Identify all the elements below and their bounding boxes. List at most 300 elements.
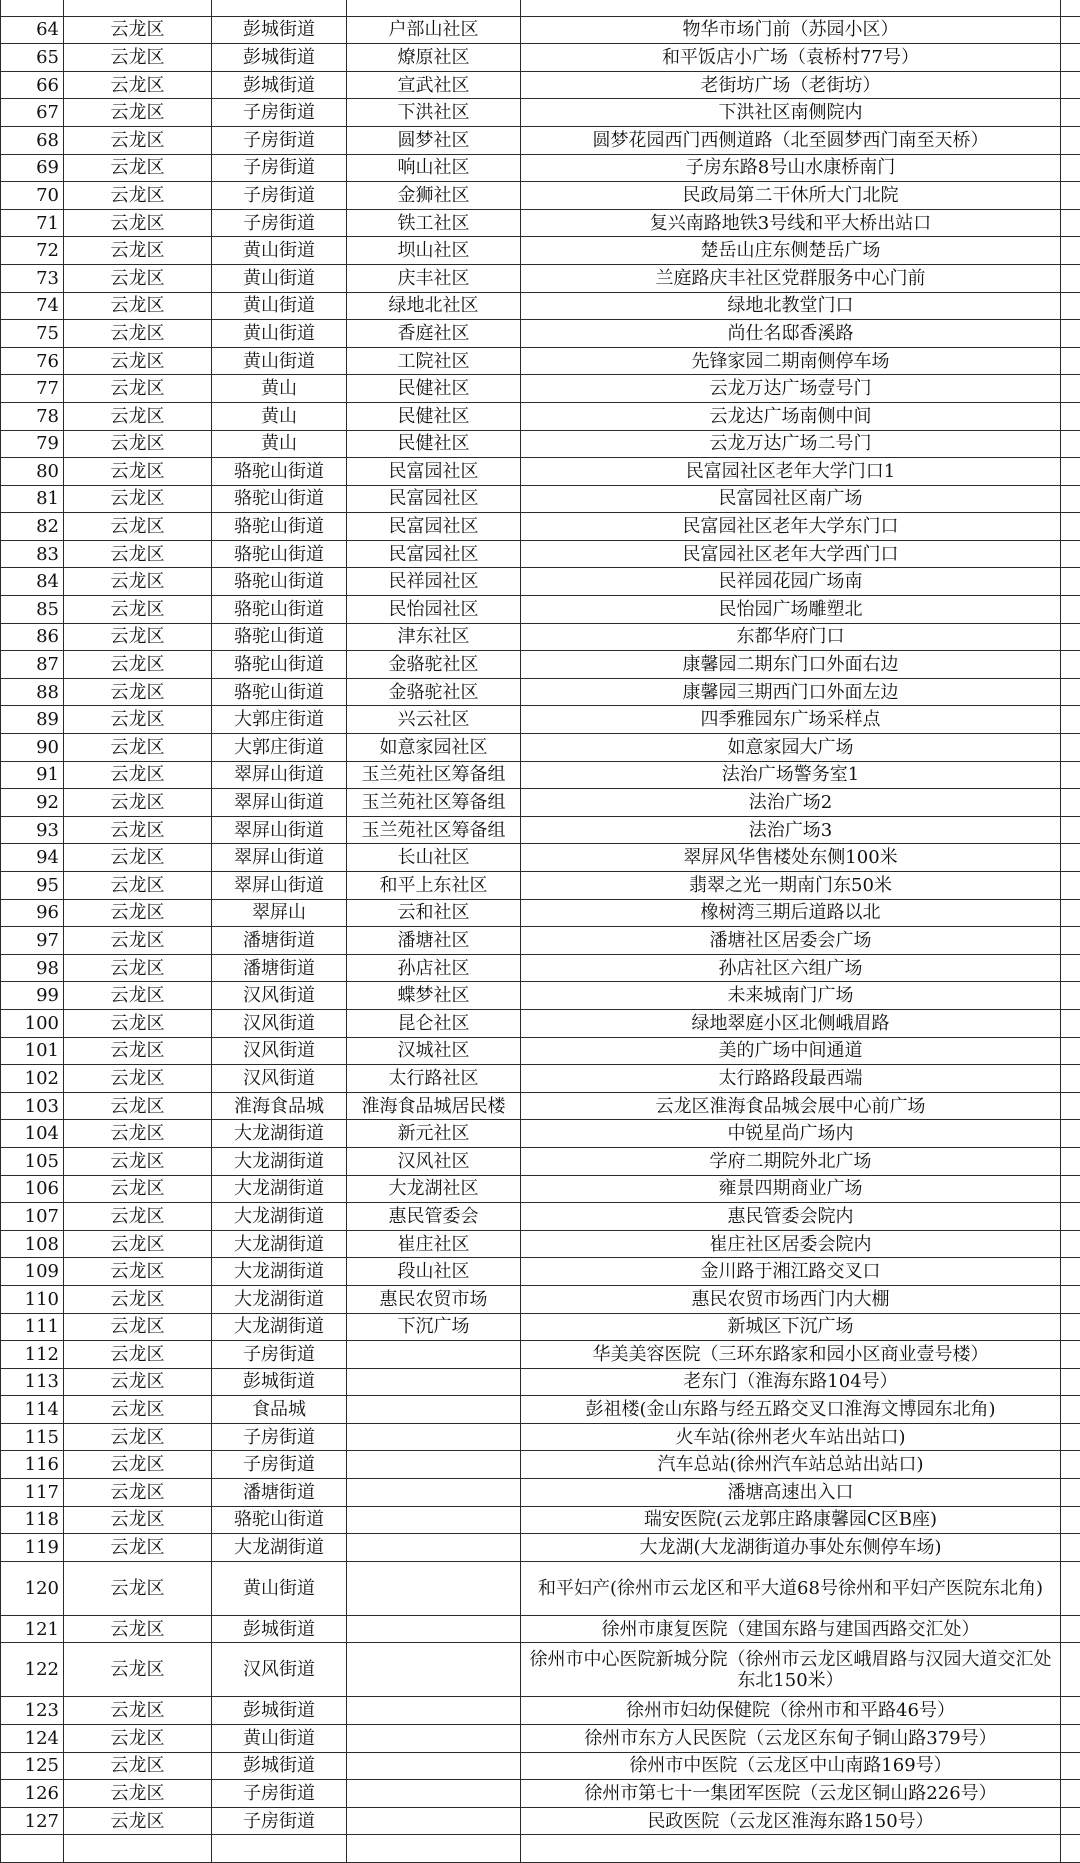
district-cell[interactable]: 云龙区 bbox=[64, 982, 212, 1010]
street-cell[interactable]: 食品城 bbox=[212, 1396, 347, 1424]
location-cell[interactable]: 云龙达广场南侧中间 bbox=[521, 402, 1061, 430]
community-cell[interactable]: 玉兰苑社区筹备组 bbox=[347, 761, 521, 789]
adjacent-column-cell[interactable] bbox=[1061, 872, 1080, 900]
location-cell[interactable]: 潘塘高速出入口 bbox=[521, 1479, 1061, 1507]
row-number-cell[interactable]: 70 bbox=[1, 182, 64, 210]
adjacent-column-cell[interactable] bbox=[1061, 264, 1080, 292]
location-cell[interactable]: 中锐星尚广场内 bbox=[521, 1120, 1061, 1148]
community-cell[interactable] bbox=[347, 1752, 521, 1780]
district-cell[interactable]: 云龙区 bbox=[64, 1258, 212, 1286]
district-cell[interactable]: 云龙区 bbox=[64, 1451, 212, 1479]
adjacent-column-cell[interactable] bbox=[1061, 1725, 1080, 1753]
community-cell[interactable] bbox=[347, 0, 521, 16]
row-number-cell[interactable]: 98 bbox=[1, 954, 64, 982]
street-cell[interactable]: 潘塘街道 bbox=[212, 927, 347, 955]
district-cell[interactable]: 云龙区 bbox=[64, 16, 212, 44]
adjacent-column-cell[interactable] bbox=[1061, 1147, 1080, 1175]
street-cell[interactable]: 骆驼山街道 bbox=[212, 596, 347, 624]
district-cell[interactable]: 云龙区 bbox=[64, 1203, 212, 1231]
community-cell[interactable]: 玉兰苑社区筹备组 bbox=[347, 789, 521, 817]
row-number-cell[interactable]: 99 bbox=[1, 982, 64, 1010]
row-number-cell[interactable]: 96 bbox=[1, 899, 64, 927]
adjacent-column-cell[interactable] bbox=[1061, 678, 1080, 706]
community-cell[interactable]: 昆仑社区 bbox=[347, 1009, 521, 1037]
community-cell[interactable] bbox=[347, 1479, 521, 1507]
community-cell[interactable]: 云和社区 bbox=[347, 899, 521, 927]
community-cell[interactable]: 圆梦社区 bbox=[347, 126, 521, 154]
community-cell[interactable]: 淮海食品城居民楼 bbox=[347, 1092, 521, 1120]
community-cell[interactable]: 汉风社区 bbox=[347, 1147, 521, 1175]
adjacent-column-cell[interactable] bbox=[1061, 1175, 1080, 1203]
district-cell[interactable]: 云龙区 bbox=[64, 954, 212, 982]
adjacent-column-cell[interactable] bbox=[1061, 761, 1080, 789]
community-cell[interactable]: 民祥园社区 bbox=[347, 568, 521, 596]
location-cell[interactable]: 新城区下沉广场 bbox=[521, 1313, 1061, 1341]
community-cell[interactable] bbox=[347, 1506, 521, 1534]
row-number-cell[interactable]: 92 bbox=[1, 789, 64, 817]
row-number-cell[interactable] bbox=[1, 0, 64, 16]
adjacent-column-cell[interactable] bbox=[1061, 126, 1080, 154]
street-cell[interactable]: 汉风街道 bbox=[212, 1037, 347, 1065]
district-cell[interactable] bbox=[64, 0, 212, 16]
location-cell[interactable]: 华美美容医院（三环东路家和园小区商业壹号楼） bbox=[521, 1341, 1061, 1369]
location-cell[interactable]: 金川路于湘江路交叉口 bbox=[521, 1258, 1061, 1286]
row-number-cell[interactable]: 126 bbox=[1, 1780, 64, 1808]
district-cell[interactable]: 云龙区 bbox=[64, 1120, 212, 1148]
district-cell[interactable]: 云龙区 bbox=[64, 99, 212, 127]
street-cell[interactable]: 大龙湖街道 bbox=[212, 1175, 347, 1203]
community-cell[interactable] bbox=[347, 1643, 521, 1697]
district-cell[interactable]: 云龙区 bbox=[64, 816, 212, 844]
street-cell[interactable]: 黄山 bbox=[212, 375, 347, 403]
street-cell[interactable]: 黄山 bbox=[212, 430, 347, 458]
district-cell[interactable]: 云龙区 bbox=[64, 485, 212, 513]
adjacent-column-cell[interactable] bbox=[1061, 99, 1080, 127]
adjacent-column-cell[interactable] bbox=[1061, 623, 1080, 651]
adjacent-column-cell[interactable] bbox=[1061, 927, 1080, 955]
location-cell[interactable]: 民富园社区老年大学东门口 bbox=[521, 513, 1061, 541]
community-cell[interactable]: 铁工社区 bbox=[347, 209, 521, 237]
location-cell[interactable]: 橡树湾三期后道路以北 bbox=[521, 899, 1061, 927]
row-number-cell[interactable]: 69 bbox=[1, 154, 64, 182]
street-cell[interactable]: 黄山 bbox=[212, 402, 347, 430]
community-cell[interactable] bbox=[347, 1835, 521, 1863]
street-cell[interactable]: 黄山街道 bbox=[212, 237, 347, 265]
street-cell[interactable]: 骆驼山街道 bbox=[212, 1506, 347, 1534]
adjacent-column-cell[interactable] bbox=[1061, 1037, 1080, 1065]
row-number-cell[interactable]: 64 bbox=[1, 16, 64, 44]
row-number-cell[interactable]: 87 bbox=[1, 651, 64, 679]
adjacent-column-cell[interactable] bbox=[1061, 568, 1080, 596]
adjacent-column-cell[interactable] bbox=[1061, 1451, 1080, 1479]
street-cell[interactable]: 翠屏山街道 bbox=[212, 789, 347, 817]
street-cell[interactable] bbox=[212, 1835, 347, 1863]
adjacent-column-cell[interactable] bbox=[1061, 71, 1080, 99]
adjacent-column-cell[interactable] bbox=[1061, 513, 1080, 541]
adjacent-column-cell[interactable] bbox=[1061, 540, 1080, 568]
street-cell[interactable]: 子房街道 bbox=[212, 1780, 347, 1808]
row-number-cell[interactable]: 75 bbox=[1, 320, 64, 348]
adjacent-column-cell[interactable] bbox=[1061, 485, 1080, 513]
district-cell[interactable]: 云龙区 bbox=[64, 1175, 212, 1203]
adjacent-column-cell[interactable] bbox=[1061, 292, 1080, 320]
community-cell[interactable] bbox=[347, 1396, 521, 1424]
adjacent-column-cell[interactable] bbox=[1061, 0, 1080, 16]
location-cell[interactable]: 法治广场2 bbox=[521, 789, 1061, 817]
row-number-cell[interactable]: 100 bbox=[1, 1009, 64, 1037]
location-cell[interactable]: 四季雅园东广场采样点 bbox=[521, 706, 1061, 734]
street-cell[interactable]: 大龙湖街道 bbox=[212, 1534, 347, 1562]
location-cell[interactable]: 民富园社区南广场 bbox=[521, 485, 1061, 513]
adjacent-column-cell[interactable] bbox=[1061, 430, 1080, 458]
district-cell[interactable]: 云龙区 bbox=[64, 651, 212, 679]
location-cell[interactable]: 徐州市中医院（云龙区中山南路169号） bbox=[521, 1752, 1061, 1780]
location-cell[interactable]: 如意家园大广场 bbox=[521, 734, 1061, 762]
location-cell[interactable]: 绿地北教堂门口 bbox=[521, 292, 1061, 320]
location-cell[interactable]: 和平饭店小广场（袁桥村77号） bbox=[521, 44, 1061, 72]
location-cell[interactable]: 和平妇产(徐州市云龙区和平大道68号徐州和平妇产医院东北角) bbox=[521, 1561, 1061, 1615]
community-cell[interactable] bbox=[347, 1725, 521, 1753]
street-cell[interactable]: 骆驼山街道 bbox=[212, 540, 347, 568]
district-cell[interactable]: 云龙区 bbox=[64, 1752, 212, 1780]
location-cell[interactable]: 复兴南路地铁3号线和平大桥出站口 bbox=[521, 209, 1061, 237]
district-cell[interactable]: 云龙区 bbox=[64, 761, 212, 789]
location-cell[interactable]: 大龙湖(大龙湖街道办事处东侧停车场) bbox=[521, 1534, 1061, 1562]
location-cell[interactable]: 瑞安医院(云龙郭庄路康馨园C区B座) bbox=[521, 1506, 1061, 1534]
location-cell[interactable]: 徐州市东方人民医院（云龙区东甸子铜山路379号） bbox=[521, 1725, 1061, 1753]
district-cell[interactable]: 云龙区 bbox=[64, 1065, 212, 1093]
location-cell[interactable]: 康馨园三期西门口外面左边 bbox=[521, 678, 1061, 706]
street-cell[interactable]: 骆驼山街道 bbox=[212, 458, 347, 486]
location-cell[interactable]: 民富园社区老年大学西门口 bbox=[521, 540, 1061, 568]
street-cell[interactable]: 骆驼山街道 bbox=[212, 485, 347, 513]
adjacent-column-cell[interactable] bbox=[1061, 1341, 1080, 1369]
district-cell[interactable]: 云龙区 bbox=[64, 1230, 212, 1258]
community-cell[interactable]: 汉城社区 bbox=[347, 1037, 521, 1065]
district-cell[interactable]: 云龙区 bbox=[64, 1009, 212, 1037]
community-cell[interactable] bbox=[347, 1341, 521, 1369]
community-cell[interactable]: 户部山社区 bbox=[347, 16, 521, 44]
street-cell[interactable]: 翠屏山街道 bbox=[212, 844, 347, 872]
street-cell[interactable]: 彭城街道 bbox=[212, 16, 347, 44]
location-cell[interactable]: 潘塘社区居委会广场 bbox=[521, 927, 1061, 955]
adjacent-column-cell[interactable] bbox=[1061, 651, 1080, 679]
street-cell[interactable]: 汉风街道 bbox=[212, 982, 347, 1010]
district-cell[interactable]: 云龙区 bbox=[64, 1092, 212, 1120]
district-cell[interactable]: 云龙区 bbox=[64, 706, 212, 734]
adjacent-column-cell[interactable] bbox=[1061, 1009, 1080, 1037]
street-cell[interactable]: 骆驼山街道 bbox=[212, 568, 347, 596]
community-cell[interactable]: 燎原社区 bbox=[347, 44, 521, 72]
district-cell[interactable]: 云龙区 bbox=[64, 1479, 212, 1507]
district-cell[interactable]: 云龙区 bbox=[64, 1341, 212, 1369]
community-cell[interactable]: 下洪社区 bbox=[347, 99, 521, 127]
street-cell[interactable]: 黄山街道 bbox=[212, 347, 347, 375]
location-cell[interactable]: 翡翠之光一期南门东50米 bbox=[521, 872, 1061, 900]
row-number-cell[interactable]: 104 bbox=[1, 1120, 64, 1148]
adjacent-column-cell[interactable] bbox=[1061, 1615, 1080, 1643]
street-cell[interactable]: 黄山街道 bbox=[212, 1725, 347, 1753]
adjacent-column-cell[interactable] bbox=[1061, 954, 1080, 982]
row-number-cell[interactable]: 101 bbox=[1, 1037, 64, 1065]
community-cell[interactable] bbox=[347, 1615, 521, 1643]
row-number-cell[interactable]: 78 bbox=[1, 402, 64, 430]
community-cell[interactable] bbox=[347, 1451, 521, 1479]
community-cell[interactable]: 民富园社区 bbox=[347, 458, 521, 486]
street-cell[interactable]: 黄山街道 bbox=[212, 320, 347, 348]
location-cell[interactable]: 法治广场3 bbox=[521, 816, 1061, 844]
community-cell[interactable]: 孙店社区 bbox=[347, 954, 521, 982]
location-cell[interactable]: 圆梦花园西门西侧道路（北至圆梦西门南至天桥） bbox=[521, 126, 1061, 154]
adjacent-column-cell[interactable] bbox=[1061, 375, 1080, 403]
district-cell[interactable]: 云龙区 bbox=[64, 1037, 212, 1065]
adjacent-column-cell[interactable] bbox=[1061, 458, 1080, 486]
row-number-cell[interactable]: 73 bbox=[1, 264, 64, 292]
district-cell[interactable]: 云龙区 bbox=[64, 44, 212, 72]
row-number-cell[interactable]: 105 bbox=[1, 1147, 64, 1175]
location-cell[interactable]: 东都华府门口 bbox=[521, 623, 1061, 651]
community-cell[interactable] bbox=[347, 1534, 521, 1562]
row-number-cell[interactable]: 89 bbox=[1, 706, 64, 734]
community-cell[interactable]: 玉兰苑社区筹备组 bbox=[347, 816, 521, 844]
community-cell[interactable]: 民富园社区 bbox=[347, 513, 521, 541]
adjacent-column-cell[interactable] bbox=[1061, 1092, 1080, 1120]
adjacent-column-cell[interactable] bbox=[1061, 1230, 1080, 1258]
location-cell[interactable]: 康馨园二期东门口外面右边 bbox=[521, 651, 1061, 679]
location-cell[interactable]: 法治广场警务室1 bbox=[521, 761, 1061, 789]
district-cell[interactable]: 云龙区 bbox=[64, 1561, 212, 1615]
location-cell[interactable]: 民政医院（云龙区淮海东路150号） bbox=[521, 1807, 1061, 1835]
adjacent-column-cell[interactable] bbox=[1061, 789, 1080, 817]
community-cell[interactable]: 新元社区 bbox=[347, 1120, 521, 1148]
district-cell[interactable]: 云龙区 bbox=[64, 1506, 212, 1534]
community-cell[interactable]: 金狮社区 bbox=[347, 182, 521, 210]
adjacent-column-cell[interactable] bbox=[1061, 982, 1080, 1010]
adjacent-column-cell[interactable] bbox=[1061, 1807, 1080, 1835]
community-cell[interactable] bbox=[347, 1561, 521, 1615]
street-cell[interactable]: 大龙湖街道 bbox=[212, 1230, 347, 1258]
location-cell[interactable]: 汽车总站(徐州汽车站总站出站口) bbox=[521, 1451, 1061, 1479]
row-number-cell[interactable]: 121 bbox=[1, 1615, 64, 1643]
row-number-cell[interactable]: 127 bbox=[1, 1807, 64, 1835]
street-cell[interactable]: 彭城街道 bbox=[212, 44, 347, 72]
street-cell[interactable]: 潘塘街道 bbox=[212, 954, 347, 982]
row-number-cell[interactable]: 85 bbox=[1, 596, 64, 624]
community-cell[interactable]: 庆丰社区 bbox=[347, 264, 521, 292]
location-cell[interactable]: 孙店社区六组广场 bbox=[521, 954, 1061, 982]
district-cell[interactable]: 云龙区 bbox=[64, 540, 212, 568]
location-cell[interactable]: 彭祖楼(金山东路与经五路交叉口淮海文博园东北角) bbox=[521, 1396, 1061, 1424]
street-cell[interactable]: 大龙湖街道 bbox=[212, 1120, 347, 1148]
row-number-cell[interactable]: 97 bbox=[1, 927, 64, 955]
community-cell[interactable] bbox=[347, 1368, 521, 1396]
street-cell[interactable]: 汉风街道 bbox=[212, 1643, 347, 1697]
street-cell[interactable]: 子房街道 bbox=[212, 182, 347, 210]
district-cell[interactable]: 云龙区 bbox=[64, 1368, 212, 1396]
community-cell[interactable]: 民富园社区 bbox=[347, 540, 521, 568]
district-cell[interactable]: 云龙区 bbox=[64, 264, 212, 292]
street-cell[interactable]: 汉风街道 bbox=[212, 1065, 347, 1093]
adjacent-column-cell[interactable] bbox=[1061, 1534, 1080, 1562]
row-number-cell[interactable]: 112 bbox=[1, 1341, 64, 1369]
community-cell[interactable]: 宣武社区 bbox=[347, 71, 521, 99]
district-cell[interactable]: 云龙区 bbox=[64, 182, 212, 210]
community-cell[interactable]: 坝山社区 bbox=[347, 237, 521, 265]
row-number-cell[interactable]: 93 bbox=[1, 816, 64, 844]
row-number-cell[interactable]: 106 bbox=[1, 1175, 64, 1203]
street-cell[interactable]: 子房街道 bbox=[212, 99, 347, 127]
street-cell[interactable]: 子房街道 bbox=[212, 154, 347, 182]
street-cell[interactable]: 翠屏山街道 bbox=[212, 761, 347, 789]
adjacent-column-cell[interactable] bbox=[1061, 237, 1080, 265]
community-cell[interactable]: 香庭社区 bbox=[347, 320, 521, 348]
row-number-cell[interactable]: 82 bbox=[1, 513, 64, 541]
street-cell[interactable]: 大龙湖街道 bbox=[212, 1203, 347, 1231]
community-cell[interactable]: 工院社区 bbox=[347, 347, 521, 375]
district-cell[interactable]: 云龙区 bbox=[64, 1285, 212, 1313]
location-cell[interactable]: 物华市场门前（苏园小区） bbox=[521, 16, 1061, 44]
street-cell[interactable]: 彭城街道 bbox=[212, 1615, 347, 1643]
district-cell[interactable]: 云龙区 bbox=[64, 844, 212, 872]
location-cell[interactable]: 民怡园广场雕塑北 bbox=[521, 596, 1061, 624]
location-cell[interactable]: 下洪社区南侧院内 bbox=[521, 99, 1061, 127]
community-cell[interactable]: 金骆驼社区 bbox=[347, 651, 521, 679]
district-cell[interactable]: 云龙区 bbox=[64, 1615, 212, 1643]
adjacent-column-cell[interactable] bbox=[1061, 16, 1080, 44]
district-cell[interactable]: 云龙区 bbox=[64, 1807, 212, 1835]
street-cell[interactable]: 子房街道 bbox=[212, 209, 347, 237]
location-cell[interactable] bbox=[521, 0, 1061, 16]
community-cell[interactable]: 民健社区 bbox=[347, 375, 521, 403]
adjacent-column-cell[interactable] bbox=[1061, 844, 1080, 872]
row-number-cell[interactable]: 107 bbox=[1, 1203, 64, 1231]
row-number-cell[interactable]: 67 bbox=[1, 99, 64, 127]
row-number-cell[interactable] bbox=[1, 1835, 64, 1863]
district-cell[interactable]: 云龙区 bbox=[64, 1780, 212, 1808]
community-cell[interactable] bbox=[347, 1423, 521, 1451]
street-cell[interactable]: 彭城街道 bbox=[212, 1697, 347, 1725]
row-number-cell[interactable]: 74 bbox=[1, 292, 64, 320]
district-cell[interactable]: 云龙区 bbox=[64, 402, 212, 430]
district-cell[interactable]: 云龙区 bbox=[64, 1147, 212, 1175]
adjacent-column-cell[interactable] bbox=[1061, 1423, 1080, 1451]
district-cell[interactable]: 云龙区 bbox=[64, 1643, 212, 1697]
adjacent-column-cell[interactable] bbox=[1061, 1643, 1080, 1697]
street-cell[interactable]: 子房街道 bbox=[212, 1423, 347, 1451]
adjacent-column-cell[interactable] bbox=[1061, 1120, 1080, 1148]
street-cell[interactable] bbox=[212, 0, 347, 16]
location-cell[interactable]: 学府二期院外北广场 bbox=[521, 1147, 1061, 1175]
adjacent-column-cell[interactable] bbox=[1061, 320, 1080, 348]
district-cell[interactable]: 云龙区 bbox=[64, 430, 212, 458]
district-cell[interactable] bbox=[64, 1835, 212, 1863]
location-cell[interactable]: 太行路路段最西端 bbox=[521, 1065, 1061, 1093]
street-cell[interactable]: 黄山街道 bbox=[212, 264, 347, 292]
row-number-cell[interactable]: 72 bbox=[1, 237, 64, 265]
location-cell[interactable]: 徐州市第七十一集团军医院（云龙区铜山路226号） bbox=[521, 1780, 1061, 1808]
adjacent-column-cell[interactable] bbox=[1061, 44, 1080, 72]
street-cell[interactable]: 大龙湖街道 bbox=[212, 1285, 347, 1313]
community-cell[interactable]: 下沉广场 bbox=[347, 1313, 521, 1341]
district-cell[interactable]: 云龙区 bbox=[64, 678, 212, 706]
district-cell[interactable]: 云龙区 bbox=[64, 1423, 212, 1451]
location-cell[interactable] bbox=[521, 1835, 1061, 1863]
district-cell[interactable]: 云龙区 bbox=[64, 1313, 212, 1341]
street-cell[interactable]: 翠屏山 bbox=[212, 899, 347, 927]
street-cell[interactable]: 彭城街道 bbox=[212, 1752, 347, 1780]
community-cell[interactable]: 民健社区 bbox=[347, 430, 521, 458]
adjacent-column-cell[interactable] bbox=[1061, 1752, 1080, 1780]
community-cell[interactable]: 如意家园社区 bbox=[347, 734, 521, 762]
row-number-cell[interactable]: 122 bbox=[1, 1643, 64, 1697]
row-number-cell[interactable]: 110 bbox=[1, 1285, 64, 1313]
community-cell[interactable]: 兴云社区 bbox=[347, 706, 521, 734]
location-cell[interactable]: 兰庭路庆丰社区党群服务中心门前 bbox=[521, 264, 1061, 292]
location-cell[interactable]: 子房东路8号山水康桥南门 bbox=[521, 154, 1061, 182]
row-number-cell[interactable]: 88 bbox=[1, 678, 64, 706]
community-cell[interactable]: 长山社区 bbox=[347, 844, 521, 872]
community-cell[interactable]: 段山社区 bbox=[347, 1258, 521, 1286]
row-number-cell[interactable]: 91 bbox=[1, 761, 64, 789]
adjacent-column-cell[interactable] bbox=[1061, 1203, 1080, 1231]
community-cell[interactable]: 民富园社区 bbox=[347, 485, 521, 513]
row-number-cell[interactable]: 94 bbox=[1, 844, 64, 872]
district-cell[interactable]: 云龙区 bbox=[64, 1534, 212, 1562]
community-cell[interactable] bbox=[347, 1780, 521, 1808]
adjacent-column-cell[interactable] bbox=[1061, 1697, 1080, 1725]
row-number-cell[interactable]: 83 bbox=[1, 540, 64, 568]
adjacent-column-cell[interactable] bbox=[1061, 1065, 1080, 1093]
district-cell[interactable]: 云龙区 bbox=[64, 1396, 212, 1424]
street-cell[interactable]: 黄山街道 bbox=[212, 292, 347, 320]
row-number-cell[interactable]: 80 bbox=[1, 458, 64, 486]
row-number-cell[interactable]: 81 bbox=[1, 485, 64, 513]
location-cell[interactable]: 楚岳山庄东侧楚岳广场 bbox=[521, 237, 1061, 265]
row-number-cell[interactable]: 124 bbox=[1, 1725, 64, 1753]
district-cell[interactable]: 云龙区 bbox=[64, 154, 212, 182]
row-number-cell[interactable]: 84 bbox=[1, 568, 64, 596]
location-cell[interactable]: 尚仕名邸香溪路 bbox=[521, 320, 1061, 348]
community-cell[interactable]: 民怡园社区 bbox=[347, 596, 521, 624]
adjacent-column-cell[interactable] bbox=[1061, 1368, 1080, 1396]
adjacent-column-cell[interactable] bbox=[1061, 209, 1080, 237]
district-cell[interactable]: 云龙区 bbox=[64, 126, 212, 154]
street-cell[interactable]: 大龙湖街道 bbox=[212, 1258, 347, 1286]
row-number-cell[interactable]: 111 bbox=[1, 1313, 64, 1341]
community-cell[interactable]: 太行路社区 bbox=[347, 1065, 521, 1093]
street-cell[interactable]: 骆驼山街道 bbox=[212, 651, 347, 679]
row-number-cell[interactable]: 102 bbox=[1, 1065, 64, 1093]
location-cell[interactable]: 徐州市康复医院（建国东路与建国西路交汇处） bbox=[521, 1615, 1061, 1643]
location-cell[interactable]: 徐州市中心医院新城分院（徐州市云龙区峨眉路与汉园大道交汇处东北150米） bbox=[521, 1643, 1061, 1697]
adjacent-column-cell[interactable] bbox=[1061, 734, 1080, 762]
adjacent-column-cell[interactable] bbox=[1061, 182, 1080, 210]
district-cell[interactable]: 云龙区 bbox=[64, 292, 212, 320]
street-cell[interactable]: 子房街道 bbox=[212, 1807, 347, 1835]
street-cell[interactable]: 潘塘街道 bbox=[212, 1479, 347, 1507]
adjacent-column-cell[interactable] bbox=[1061, 1780, 1080, 1808]
street-cell[interactable]: 翠屏山街道 bbox=[212, 816, 347, 844]
community-cell[interactable]: 惠民农贸市场 bbox=[347, 1285, 521, 1313]
district-cell[interactable]: 云龙区 bbox=[64, 347, 212, 375]
row-number-cell[interactable]: 118 bbox=[1, 1506, 64, 1534]
adjacent-column-cell[interactable] bbox=[1061, 1396, 1080, 1424]
adjacent-column-cell[interactable] bbox=[1061, 1835, 1080, 1863]
street-cell[interactable]: 骆驼山街道 bbox=[212, 678, 347, 706]
adjacent-column-cell[interactable] bbox=[1061, 154, 1080, 182]
street-cell[interactable]: 黄山街道 bbox=[212, 1561, 347, 1615]
location-cell[interactable]: 民富园社区老年大学门口1 bbox=[521, 458, 1061, 486]
